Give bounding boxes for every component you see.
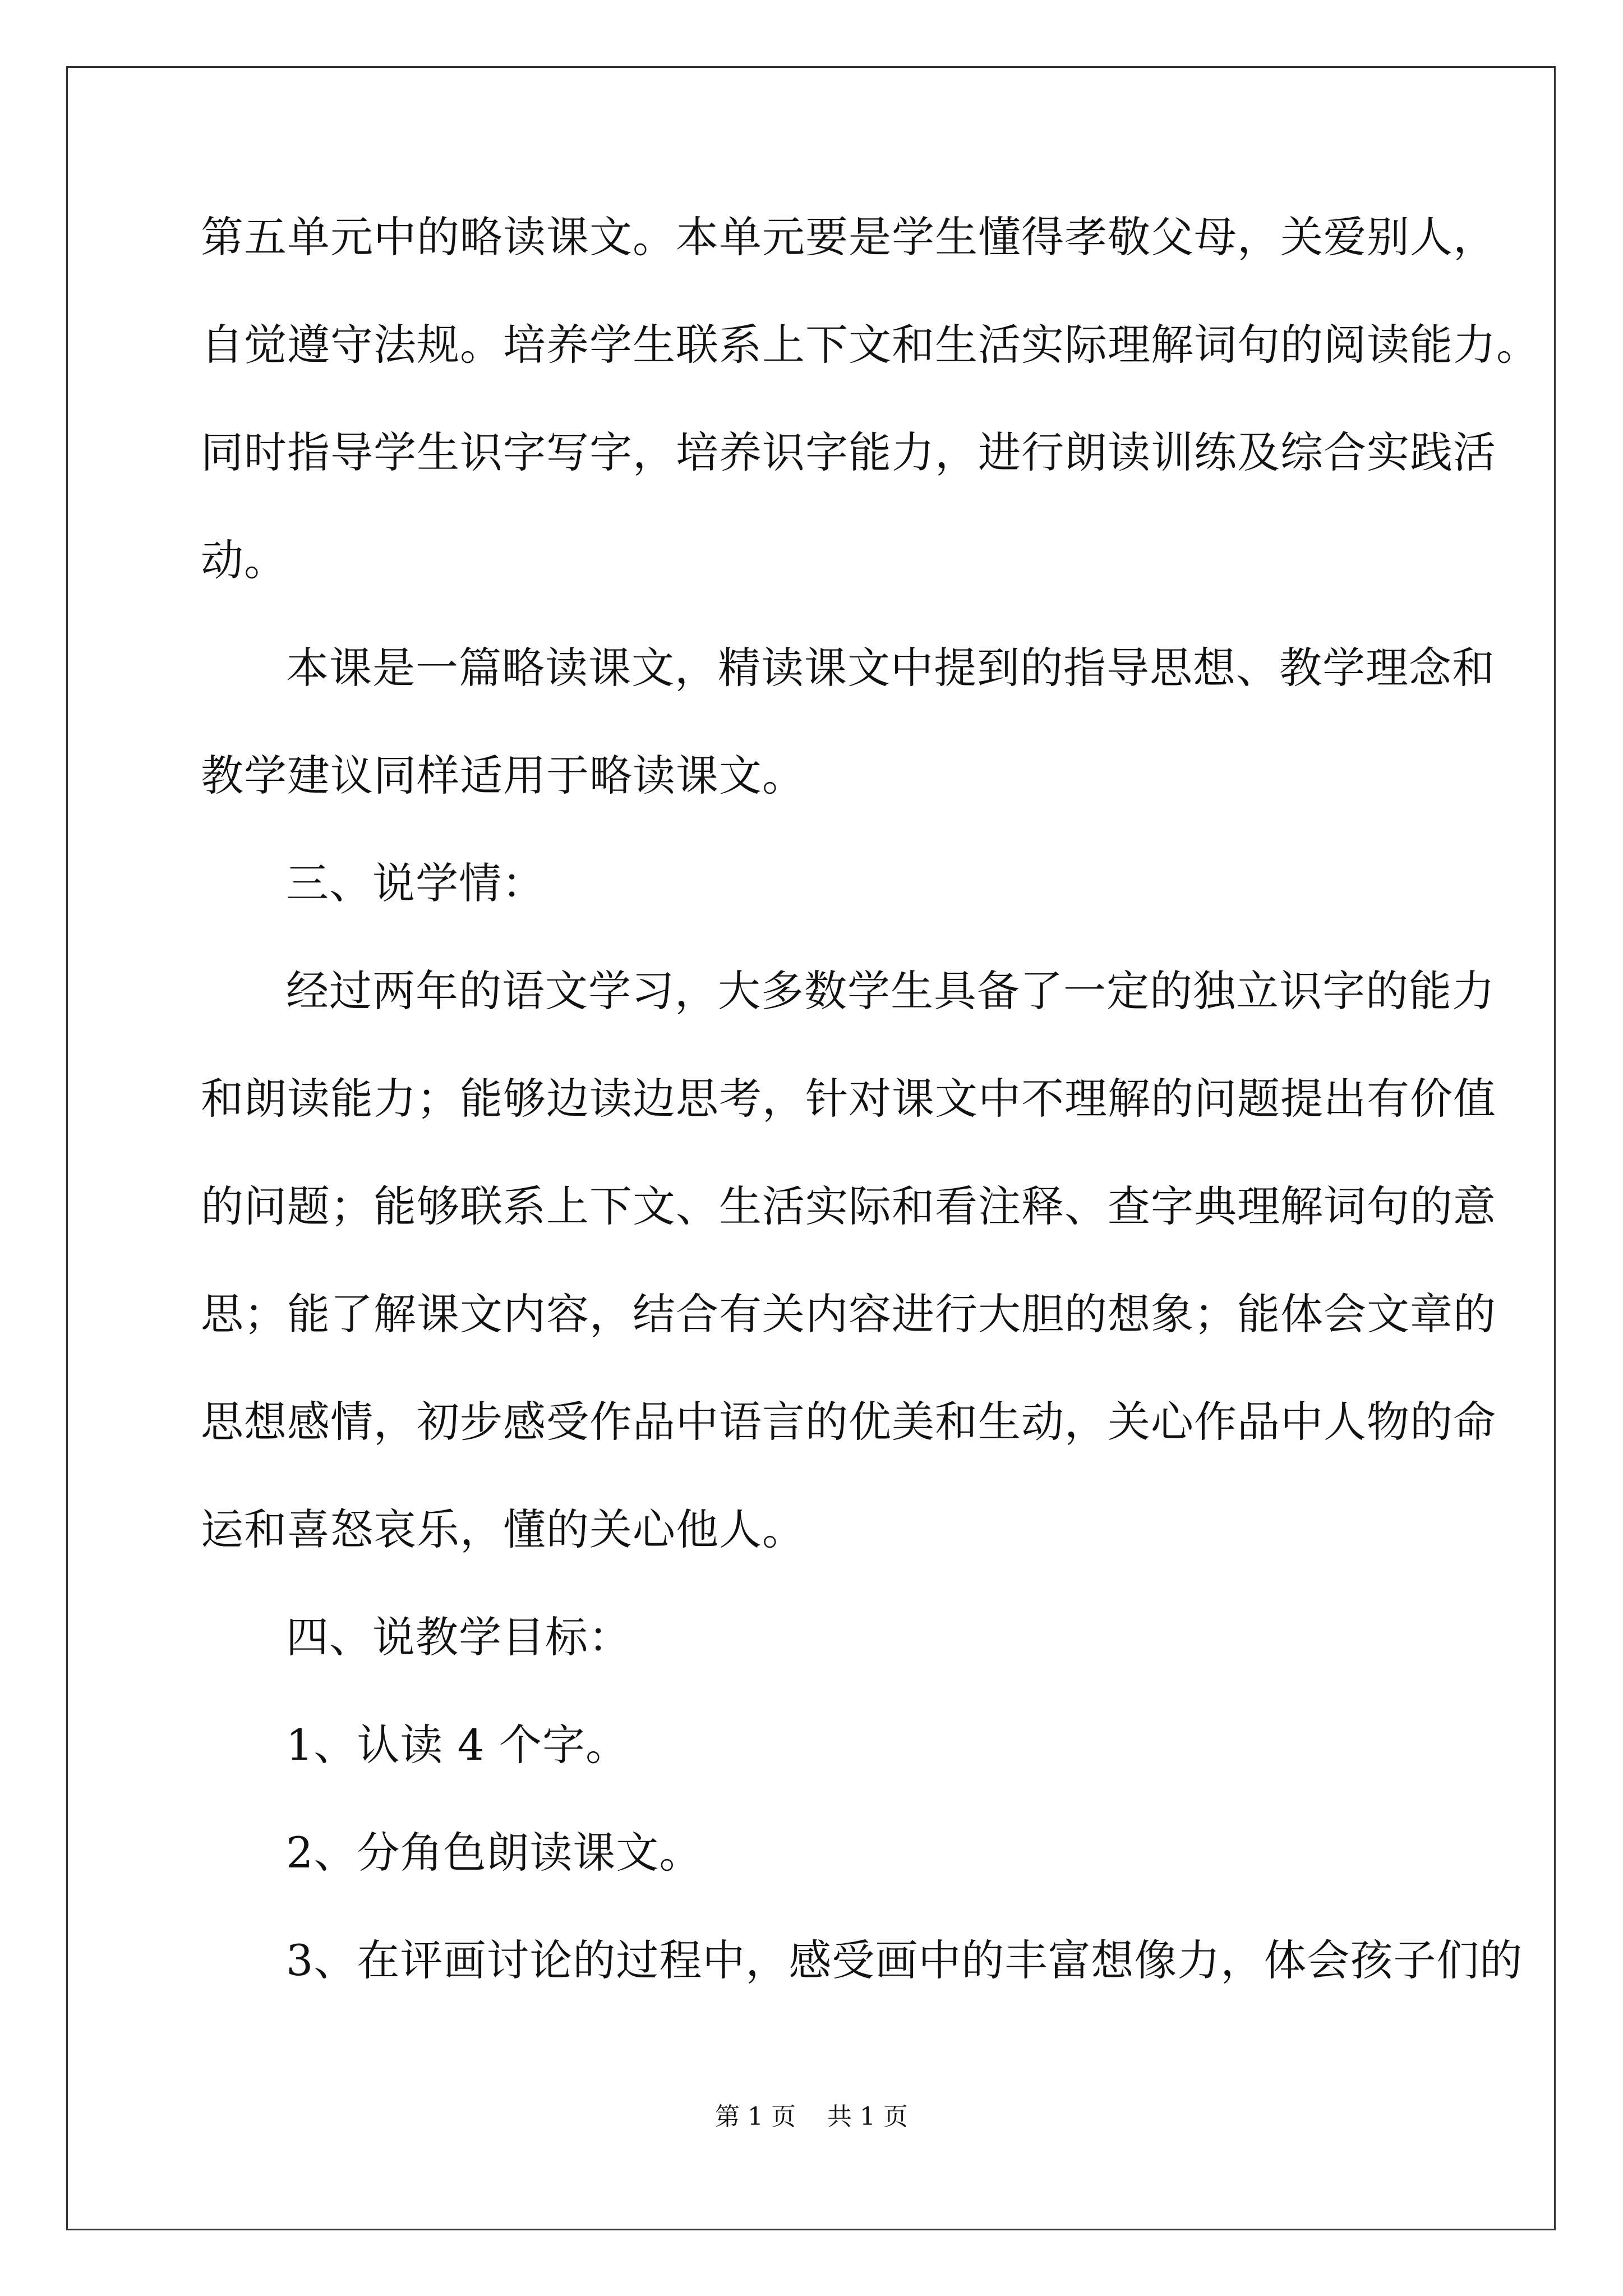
text-line: 自觉遵守法规。培养学生联系上下文和生活实际理解词句的阅读能力。 [201,320,1539,370]
list-item: 1、认读 4 个字。 [286,1720,629,1770]
text-line: 思；能了解课文内容，结合有关内容进行大胆的想象；能体会文章的 [201,1289,1496,1339]
text-line: 第五单元中的略读课文。本单元要是学生懂得孝敬父母，关爱别人， [201,212,1496,262]
text-line: 动。 [201,535,287,585]
page-border [66,66,1556,2230]
text-line: 的问题；能够联系上下文、生活实际和看注释、查字典理解词句的意 [201,1181,1496,1231]
list-item: 2、分角色朗读课文。 [286,1828,703,1878]
text-line: 教学建议同样适用于略读课文。 [201,751,805,800]
text-line: 和朗读能力；能够边读边思考，针对课文中不理解的问题提出有价值 [201,1074,1496,1124]
paragraph-first-line: 经过两年的语文学习，大多数学生具备了一定的独立识字的能力 [286,966,1495,1016]
section-heading: 三、说学情： [286,858,545,908]
text-line: 同时指导学生识字写字，培养识字能力，进行朗读训练及综合实践活 [201,427,1496,477]
text-line: 思想感情，初步感受作品中语言的优美和生动，关心作品中人物的命 [201,1397,1496,1447]
paragraph-first-line: 本课是一篇略读课文，精读课文中提到的指导思想、教学理念和 [286,643,1495,693]
text-line: 运和喜怒哀乐，懂的关心他人。 [201,1504,805,1554]
section-heading: 四、说教学目标： [286,1612,631,1662]
page-footer: 第 1 页 共 1 页 [715,2102,908,2131]
list-item: 3、在评画讨论的过程中，感受画中的丰富想像力，体会孩子们的 [286,1935,1523,1985]
